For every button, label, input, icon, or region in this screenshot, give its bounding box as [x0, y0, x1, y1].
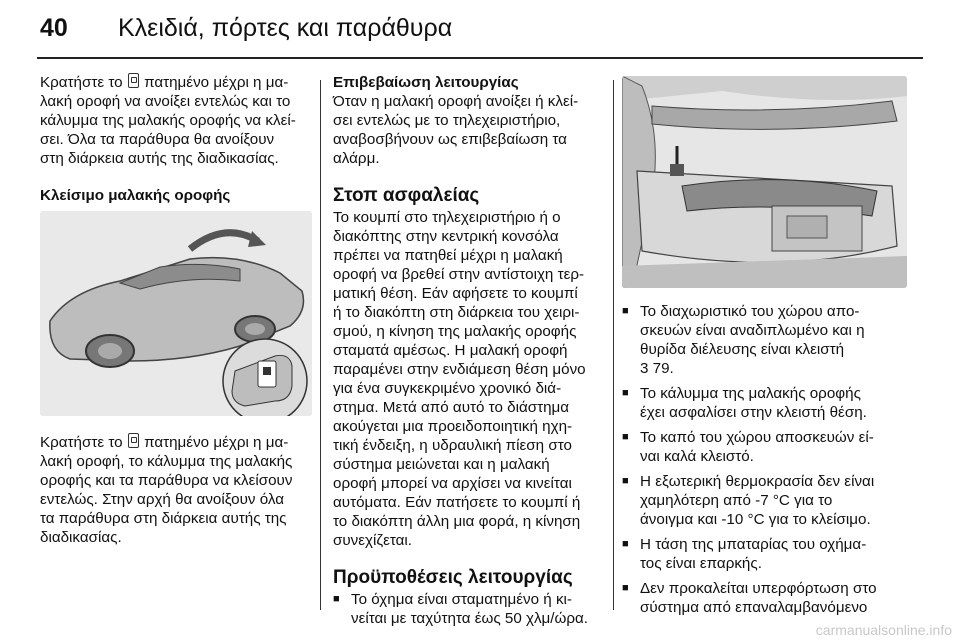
text-line: Το κουμπί στο τηλεχειριστήριο ή ο — [333, 209, 561, 226]
left-column — [40, 73, 310, 547]
text-line: ματική θέση. Εάν αφήσετε το κουμπί — [333, 285, 578, 302]
confirm-heading: Επιβεβαίωση λειτουργίας — [333, 74, 519, 91]
column-divider-right — [613, 80, 614, 610]
watermark: carmanualsonline.info — [815, 622, 952, 638]
text-line: Το κάλυμμα της μαλακής οροφής — [640, 385, 861, 402]
text-line: Κρατήστε το — [40, 74, 123, 91]
text-line: νείται με ταχύτητα έως 50 χλμ/ώρα. — [351, 610, 589, 627]
key-fob-roof-open-icon — [128, 73, 139, 88]
stop-heading: Στοπ ασφαλείας — [333, 185, 480, 206]
text-line: πρέπει να πατηθεί μέχρι η μαλακή — [333, 247, 563, 264]
text-line: για ένα συγκεκριμένο χρονικό διά- — [333, 380, 562, 397]
stop-paragraph — [333, 208, 608, 550]
text-line: λακή οροφή, το κάλυμμα της μαλακής — [40, 453, 293, 470]
text-line: θυρίδα διέλευσης είναι κλειστή — [640, 341, 845, 358]
text-line: Όταν η μαλακή οροφή ανοίξει ή κλεί- — [333, 93, 579, 110]
text-line: χαμηλότερη από -7 °C για το — [640, 492, 833, 509]
bullet-item — [622, 384, 907, 422]
close-instruction — [40, 433, 310, 547]
text-line: Το διαχωριστικό του χώρου απο- — [640, 303, 860, 320]
text-line: ακούγεται μια προειδοποιητική ηχη- — [333, 418, 573, 435]
text-line: σύστημα από επαναλαμβανόμενο — [640, 599, 868, 616]
text-line: άνοιγμα και -10 °C για το κλείσιμο. — [640, 511, 871, 528]
header-rule — [37, 57, 923, 59]
text-line: Η τάση της μπαταρίας του οχήμα- — [640, 536, 867, 553]
text-line: στημα. Μετά από αυτό το διάστημα — [333, 399, 570, 416]
text-line: λακή οροφή να ανοίξει εντελώς και το — [40, 93, 291, 110]
text-line: παραμένει στην ενδιάμεση θέση μόνο — [333, 361, 586, 378]
right-column — [622, 73, 907, 617]
chapter-title: Κλειδιά, πόρτες και παράθυρα — [118, 14, 453, 42]
key-fob-roof-close-icon — [128, 433, 139, 448]
confirm-paragraph — [333, 92, 608, 168]
text-line: πατημένο μέχρι η μα- — [144, 434, 289, 451]
page-header — [40, 14, 453, 43]
text-line: σύστημα μειώνεται και η μαλακή — [333, 456, 550, 473]
close-roof-heading: Κλείσιμο μαλακής οροφής — [40, 187, 231, 204]
bullet-item — [622, 472, 907, 529]
text-line: στη διάρκεια αυτής της διαδικασίας. — [40, 150, 279, 167]
text-line: αναβοσβήνουν ως επιβεβαίωση τα — [333, 131, 567, 148]
text-line: διακόπτης στην κεντρική κονσόλα — [333, 228, 559, 245]
text-line: οροφή να βρεθεί στην αντίστοιχη τερ- — [333, 266, 585, 283]
text-line: αλάρμ. — [333, 150, 380, 167]
text-line: σει εντελώς με το τηλεχειριστήριο, — [333, 112, 561, 129]
text-line: Το όχημα είναι σταματημένο ή κι- — [351, 591, 572, 608]
text-line: αυτόματα. Εάν πατήσετε το κουμπί ή — [333, 494, 581, 511]
text-line: Κρατήστε το — [40, 434, 123, 451]
text-line: έχει ασφαλίσει στην κλειστή θέση. — [640, 404, 867, 421]
page-number: 40 — [40, 14, 68, 42]
text-line: τος είναι επαρκής. — [640, 555, 762, 572]
trunk-illustration — [622, 76, 907, 288]
text-line: κάλυμμα της μαλακής οροφής να κλεί- — [40, 112, 296, 129]
text-line: το διακόπτη άλλη μια φορά, η κίνηση — [333, 513, 581, 530]
prereq-bullet — [333, 590, 608, 628]
bullet-item — [622, 302, 907, 378]
text-line: εντελώς. Στην αρχή θα ανοίξουν όλα — [40, 491, 284, 508]
text-line: Δεν προκαλείται υπερφόρτωση στο — [640, 580, 877, 597]
text-line: συνεχίζεται. — [333, 532, 413, 549]
text-line: Η εξωτερική θερμοκρασία δεν είναι — [640, 473, 875, 490]
open-instruction — [40, 73, 310, 168]
text-line: τα παράθυρα στη διάρκεια αυτής της — [40, 510, 287, 527]
bullet-item — [622, 579, 907, 617]
middle-column — [333, 73, 608, 628]
convertible-car-illustration — [40, 211, 312, 416]
page-reference-link[interactable]: 3 79. — [640, 360, 674, 377]
text-line: σμού, η κίνηση της μαλακής οροφής — [333, 323, 577, 340]
text-line: σταματά αμέσως. Η μαλακή οροφή — [333, 342, 568, 359]
text-line: Το καπό του χώρου αποσκευών εί- — [640, 429, 874, 446]
text-line: σει. Όλα τα παράθυρα θα ανοίξουν — [40, 131, 275, 148]
column-divider-left — [320, 80, 321, 610]
text-line: διαδικασίας. — [40, 529, 122, 546]
text-line: ναι καλά κλειστό. — [640, 448, 754, 465]
bullet-item — [622, 535, 907, 573]
text-line: ή το διακόπτη στη διάρκεια του χειρι- — [333, 304, 580, 321]
text-line: σκευών είναι αναδιπλωμένο και η — [640, 322, 865, 339]
prereq-heading: Προϋποθέσεις λειτουργίας — [333, 567, 573, 588]
text-line: οροφής και τα παράθυρα να κλείσουν — [40, 472, 293, 489]
text-line: τική ένδειξη, η υδραυλική πίεση στο — [333, 437, 572, 454]
bullet-item — [622, 428, 907, 466]
text-line: οροφή μπορεί να αρχίσει να κινείται — [333, 475, 572, 492]
text-line: πατημένο μέχρι η μα- — [144, 74, 289, 91]
